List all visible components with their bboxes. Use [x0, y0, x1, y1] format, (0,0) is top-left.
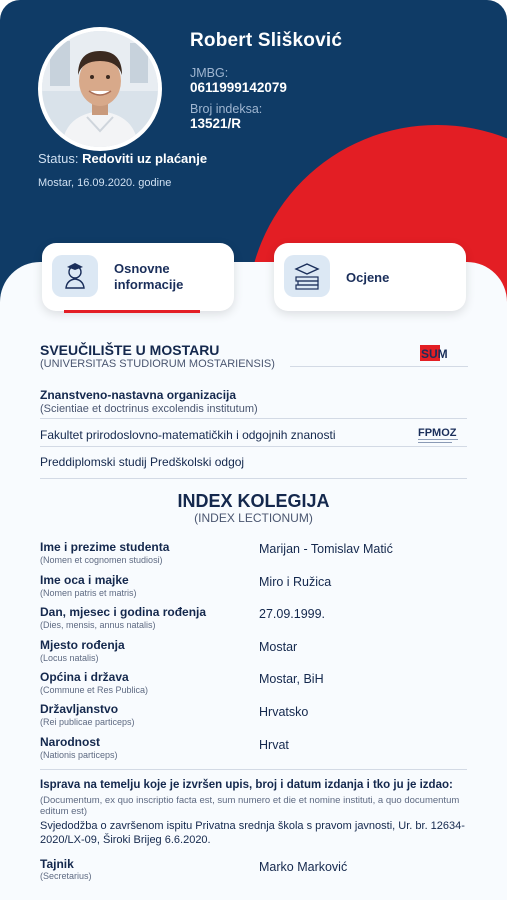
- tab-grades[interactable]: [274, 243, 466, 311]
- university-latin: (UNIVERSITAS STUDIORUM MOSTARIENSIS): [40, 358, 275, 370]
- tab-basic-info-line2: informacije: [114, 277, 184, 292]
- field-parents-value: Miro i Ružica: [259, 575, 332, 589]
- field-citizenship-label: Državljanstvo: [40, 702, 119, 716]
- avatar-photo: [42, 31, 158, 147]
- jmbg-label: JMBG:: [190, 66, 229, 80]
- field-parents-latin: (Nomen patris et matris): [40, 588, 137, 598]
- organization-name: Znanstveno-nastavna organizacija: [40, 388, 237, 402]
- jmbg-value: 0611999142079: [190, 80, 287, 95]
- sum-logo: [420, 343, 468, 363]
- field-municipality-latin: (Commune et Res Publica): [40, 685, 149, 695]
- divider: [40, 769, 467, 770]
- field-birthdate-value: 27.09.1999.: [259, 607, 326, 621]
- document-text: Svjedodžba o završenom ispitu Privatna srednja škola s pravom javnosti, Ur. br. 12634-2020/LX-09, Široki Brijeg 6.6.2020.: [40, 820, 465, 846]
- field-student-name-label: Ime i prezime studenta: [40, 540, 170, 554]
- field-municipality-label: Općina i država: [40, 670, 129, 684]
- document-latin: (Documentum, ex quo inscriptio facta est, sum numero et die et nomine instituti, a quo documentum editum est): [40, 795, 460, 817]
- secretary-label: Tajnik: [40, 857, 74, 871]
- index-subtitle: (INDEX LECTIONUM): [194, 511, 313, 525]
- divider: [290, 366, 468, 367]
- status-label: Status:: [38, 151, 79, 166]
- field-birthplace-value: Mostar: [259, 640, 298, 654]
- field-birthdate-latin: (Dies, mensis, annus natalis): [40, 620, 156, 630]
- field-nationality-latin: (Nationis particeps): [40, 750, 118, 760]
- divider: [40, 418, 467, 419]
- tab-basic-info-label: [114, 261, 183, 293]
- university-name: SVEUČILIŠTE U MOSTARU: [40, 342, 220, 358]
- study-program: Preddiplomski studij Predškolski odgoj: [40, 455, 245, 469]
- tab-grades-label: Ocjene: [346, 270, 390, 285]
- tab-basic-info[interactable]: [42, 243, 234, 311]
- secretary-latin: (Secretarius): [40, 871, 92, 881]
- status-value: Redoviti uz plaćanje: [82, 151, 208, 166]
- graduation-books-icon: [284, 255, 330, 297]
- status-line: [38, 151, 207, 166]
- field-student-name-value: Marijan - Tomislav Matić: [259, 542, 393, 556]
- field-citizenship-value: Hrvatsko: [259, 705, 309, 719]
- issue-date: Mostar, 16.09.2020. godine: [38, 177, 172, 189]
- field-nationality-label: Narodnost: [40, 735, 100, 749]
- tab-basic-info-line1: Osnovne: [114, 261, 170, 276]
- field-municipality-value: Mostar, BiH: [259, 672, 324, 686]
- field-birthdate-label: Dan, mjesec i godina rođenja: [40, 605, 207, 619]
- index-number-value: 13521/R: [190, 116, 242, 131]
- fpmoz-logo-text: FPMOZ: [418, 427, 457, 439]
- active-tab-indicator: [64, 310, 200, 313]
- student-icon: [52, 255, 98, 297]
- organization-latin: (Scientiae et doctrinus excolendis institutum): [40, 403, 258, 415]
- field-birthplace-latin: (Locus natalis): [40, 653, 99, 663]
- index-title: INDEX KOLEGIJA: [177, 491, 330, 511]
- divider: [40, 478, 467, 479]
- document-heading: Isprava na temelju koje je izvršen upis, broj i datum izdanja i tko ju je izdao:: [40, 779, 453, 791]
- student-name: Robert Slišković: [190, 30, 343, 51]
- field-parents-label: Ime oca i majke: [40, 573, 129, 587]
- sum-logo-text: SUM: [421, 347, 448, 361]
- fpmoz-logo: [418, 424, 468, 446]
- field-student-name-latin: (Nomen et cognomen studiosi): [40, 555, 163, 565]
- faculty-name: Fakultet prirodoslovno-matematičkih i odgojnih znanosti: [40, 428, 336, 442]
- secretary-value: Marko Marković: [259, 860, 348, 874]
- avatar[interactable]: [38, 27, 162, 151]
- index-number-label: Broj indeksa:: [190, 102, 263, 116]
- field-citizenship-latin: (Rei publicae particeps): [40, 717, 135, 727]
- field-nationality-value: Hrvat: [259, 738, 289, 752]
- field-birthplace-label: Mjesto rođenja: [40, 638, 125, 652]
- divider: [40, 446, 467, 447]
